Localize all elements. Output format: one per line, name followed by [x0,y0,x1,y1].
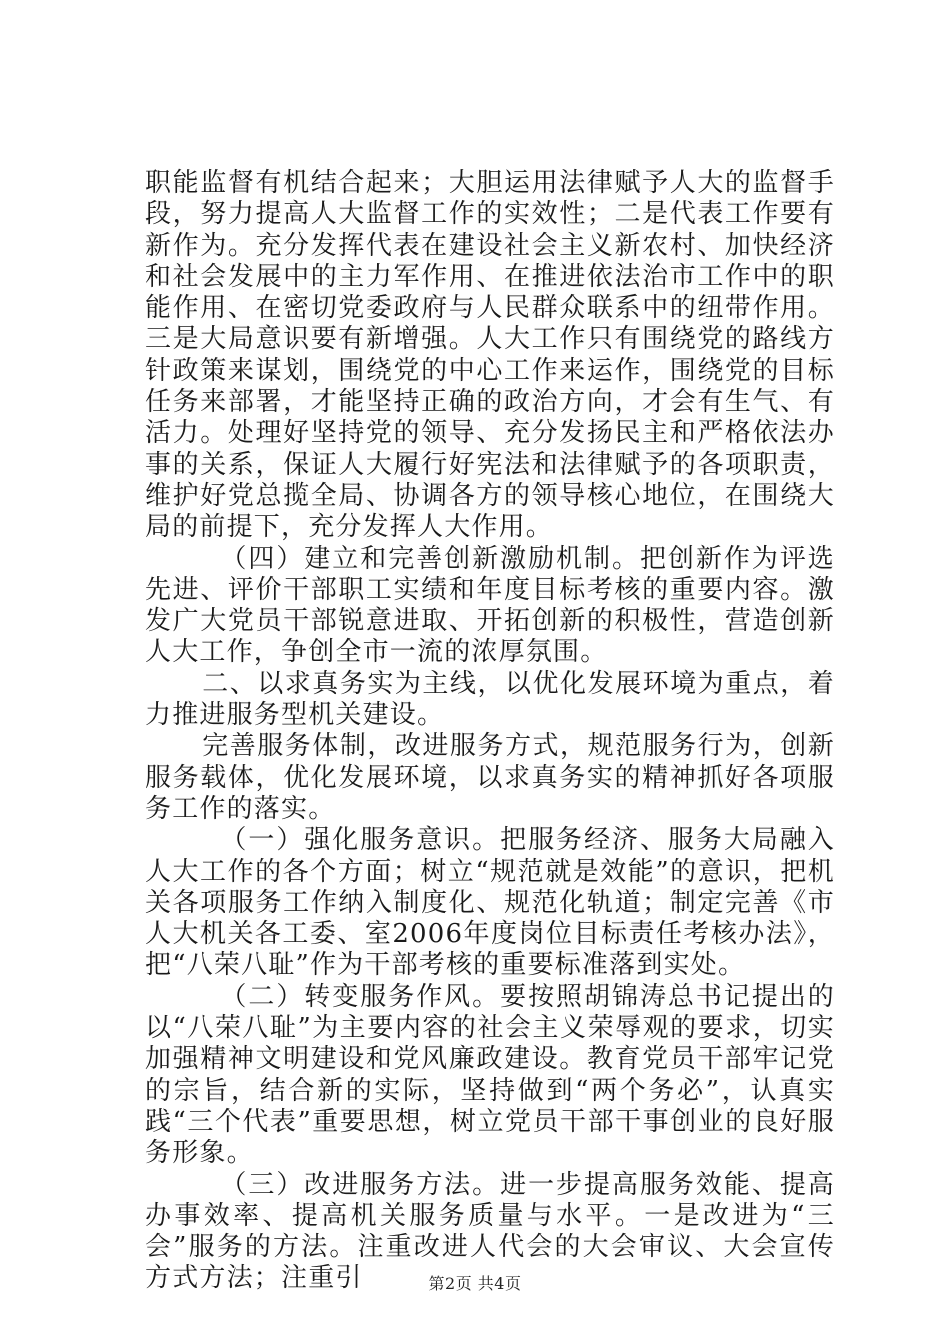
paragraph-1: 职能监督有机结合起来；大胆运用法律赋予人大的监督手段，努力提高人大监督工作的实效性；二是代表工作要有新作为。充分发挥代表在建设社会主义新农村、加快经济和社会发展中的主力军作用、在推进依法治市工作中的职能作用、在密切党委政府与人民群众联系中的纽带作用。三是大局意识要有新增强。人大工作只有围绕党的路线方针政策来谋划，围绕党的中心工作来运作，围绕党的目标任务来部署，才能坚持正确的政治方向，才会有生气、有活力。处理好坚持党的领导、充分发扬民主和严格依法办事的关系，保证人大履行好宪法和法律赋予的各项职责，维护好党总揽全局、协调各方的领导核心地位，在围绕大局的前提下，充分发挥人大作用。 [145,168,835,543]
paragraph-3: 二、以求真务实为主线，以优化发展环境为重点，着力推进服务型机关建设。 [145,668,835,731]
paragraph-4: 完善服务体制，改进服务方式，规范服务行为，创新服务载体，优化发展环境，以求真务实的精神抓好各项服务工作的落实。 [145,731,835,824]
document-body [145,168,835,1295]
paragraph-6: （二）转变服务作风。要按照胡锦涛总书记提出的以“八荣八耻”为主要内容的社会主义荣辱观的要求，切实加强精神文明建设和党风廉政建设。教育党员干部牢记党的宗旨，结合新的实际，坚持做到“两个务必”，认真实践“三个代表”重要思想，树立党员干部干事创业的良好服务形象。 [145,981,835,1169]
paragraph-2: （四）建立和完善创新激励机制。把创新作为评选先进、评价干部职工实绩和年度目标考核的重要内容。激发广大党员干部锐意进取、开拓创新的积极性，营造创新人大工作，争创全市一流的浓厚氛围。 [145,543,835,668]
paragraph-5: （一）强化服务意识。把服务经济、服务大局融入人大工作的各个方面；树立“规范就是效能”的意识，把机关各项服务工作纳入制度化、规范化轨道；制定完善《市人大机关各工委、室2006年度岗位目标责任考核办法》，把“八荣八耻”作为干部考核的重要标准落到实处。 [145,825,835,981]
page-number-footer: 第2页 共4页 [428,1274,522,1293]
paragraph-7: （三）改进服务方法。进一步提高服务效能、提高办事效率、提高机关服务质量与水平。一是改进为“三会”服务的方法。注重改进人代会的大会审议、大会宣传方式方法；注重引 [145,1169,835,1294]
